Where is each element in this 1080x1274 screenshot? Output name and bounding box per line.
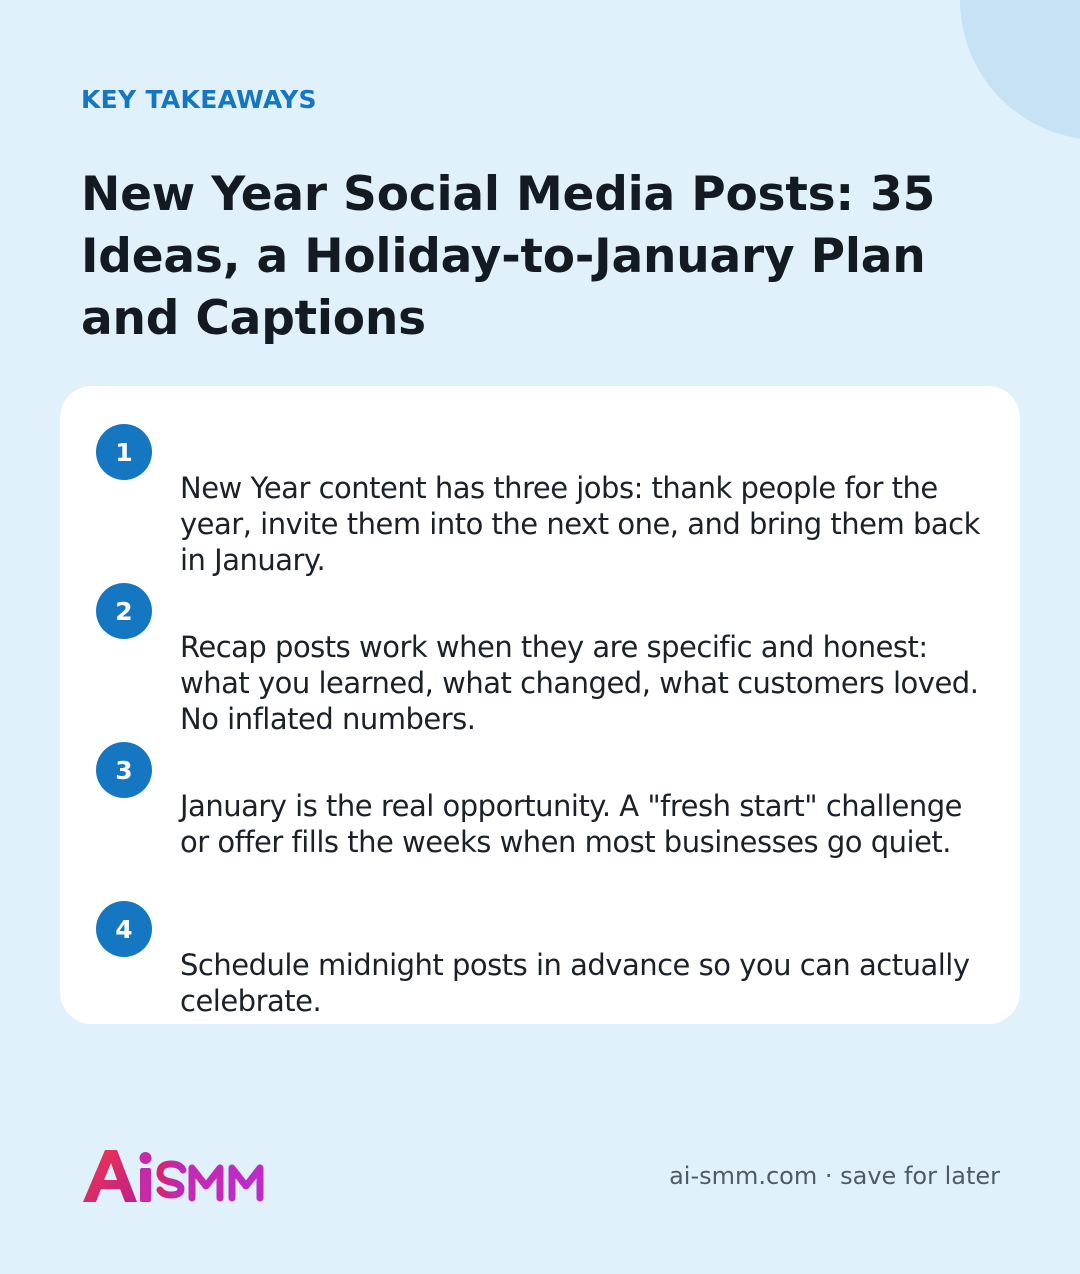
aismm-logo (80, 1140, 280, 1208)
takeaways-card (60, 386, 1020, 1024)
footer-text: ai-smm.com · save for later (669, 1162, 1000, 1190)
takeaway-text: Schedule midnight posts in advance so you can actually celebrate. (180, 948, 970, 1018)
section-eyebrow: KEY TAKEAWAYS (81, 85, 317, 114)
number-badge: 1 (96, 424, 152, 480)
page-title: New Year Social Media Posts: 35 Ideas, a Holiday-to-January Plan and Captions (81, 167, 936, 346)
takeaway-text: New Year content has three jobs: thank people for the year, invite them into the next one, and bring them back in January. (180, 471, 980, 577)
decorative-circle (960, 0, 1080, 140)
number-badge: 4 (96, 901, 152, 957)
takeaway-text: January is the real opportunity. A "fresh start" challenge or offer fills the weeks when most businesses go quiet. (180, 789, 962, 859)
number-badge: 2 (96, 583, 152, 639)
number-badge: 3 (96, 742, 152, 798)
takeaway-text: Recap posts work when they are specific and honest: what you learned, what changed, what customers loved. No inflated numbers. (180, 630, 979, 736)
